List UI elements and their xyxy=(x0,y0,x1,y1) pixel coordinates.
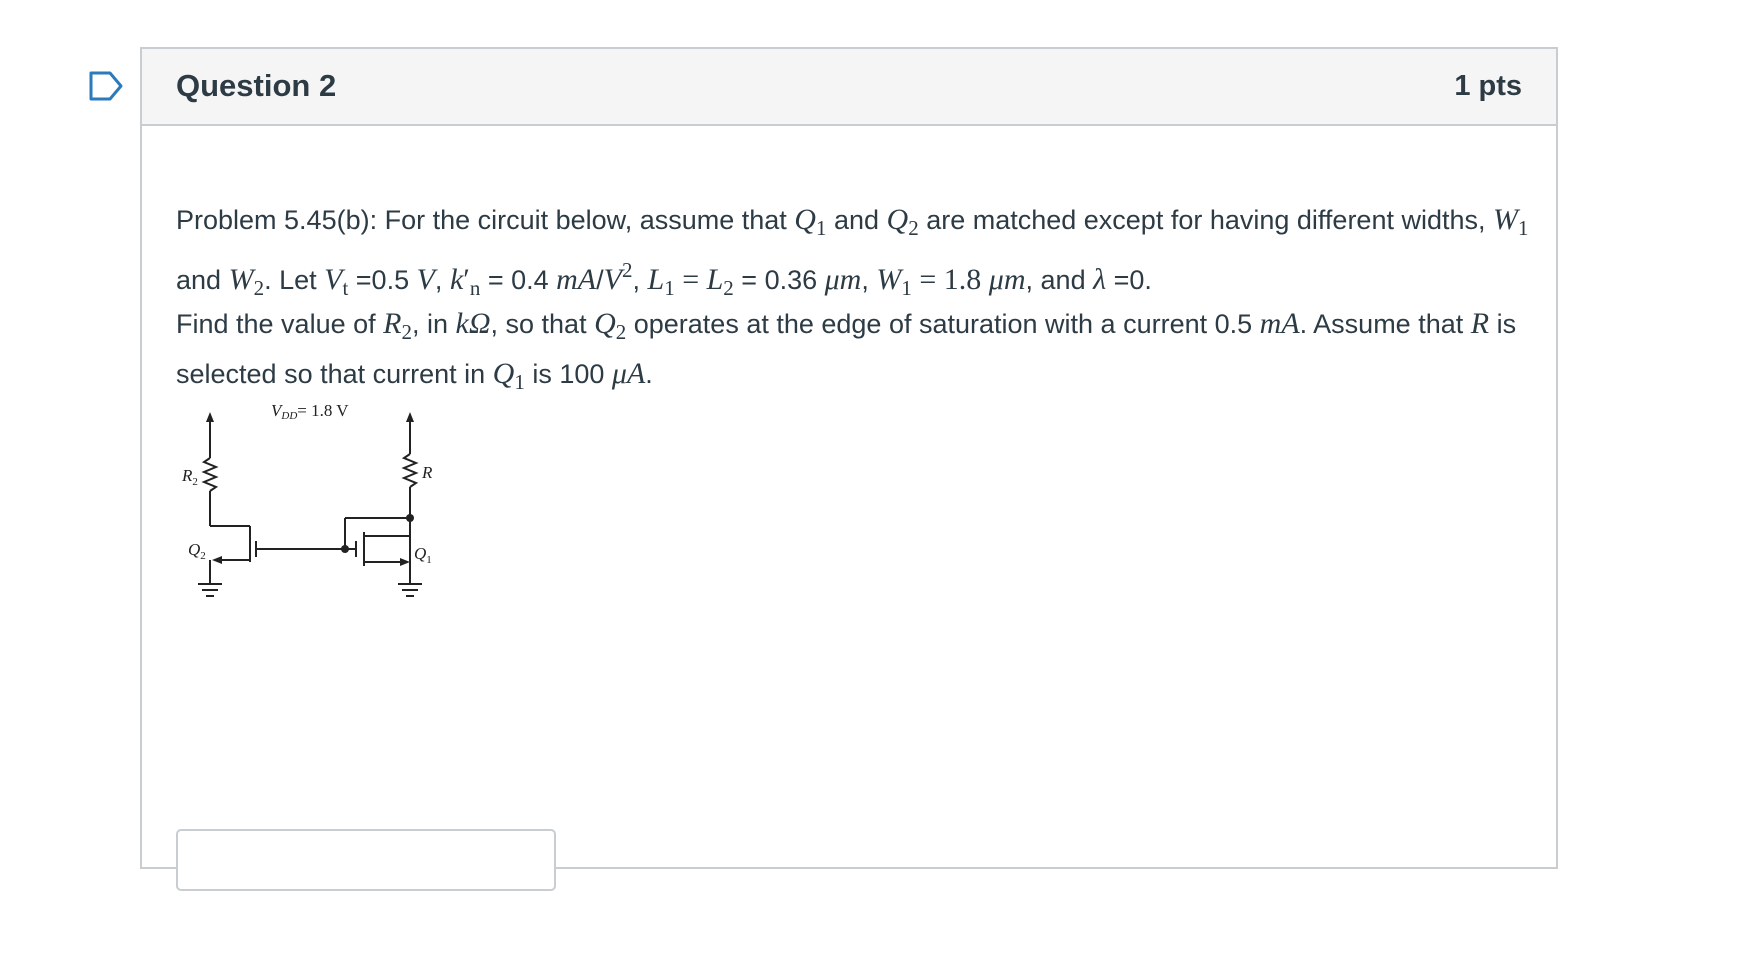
question-header xyxy=(142,49,1556,126)
question-card xyxy=(140,47,1558,869)
flag-question-icon[interactable] xyxy=(88,70,124,102)
problem-paragraph-1: Problem 5.45(b): For the circuit below, assume that $Q_1$ and $Q_2$ are matched except for having different widths, $W_1$ and $W_2$. Let $V_t =0.5$ V, $k'_n = 0.4$ $mA/V^2$, $L_1 = L_2 = 0.36$ μm, $W_1 = 1.8$ μm, and λ =0. xyxy=(176,203,1529,300)
r2-label: $R_2$ xyxy=(182,466,198,488)
vdd-label: VDD= 1.8 V xyxy=(271,401,349,422)
r-label: R xyxy=(422,463,433,482)
answer-input[interactable] xyxy=(176,829,556,891)
question-title: Question 2 xyxy=(176,68,337,103)
current-mirror-circuit-diagram xyxy=(172,401,472,641)
problem-paragraph-2: Find the value of $R_2$, in kΩ, so that $Q_2$ operates at the edge of saturation with a current 0.5 mA. Assume that R is selected so that current in $Q_1$ is 100 μA. xyxy=(176,307,1517,394)
question-points: 1 pts xyxy=(1454,70,1522,102)
q1-label: $Q_1$ xyxy=(414,544,432,566)
q2-label: $Q_2$ xyxy=(188,540,206,562)
